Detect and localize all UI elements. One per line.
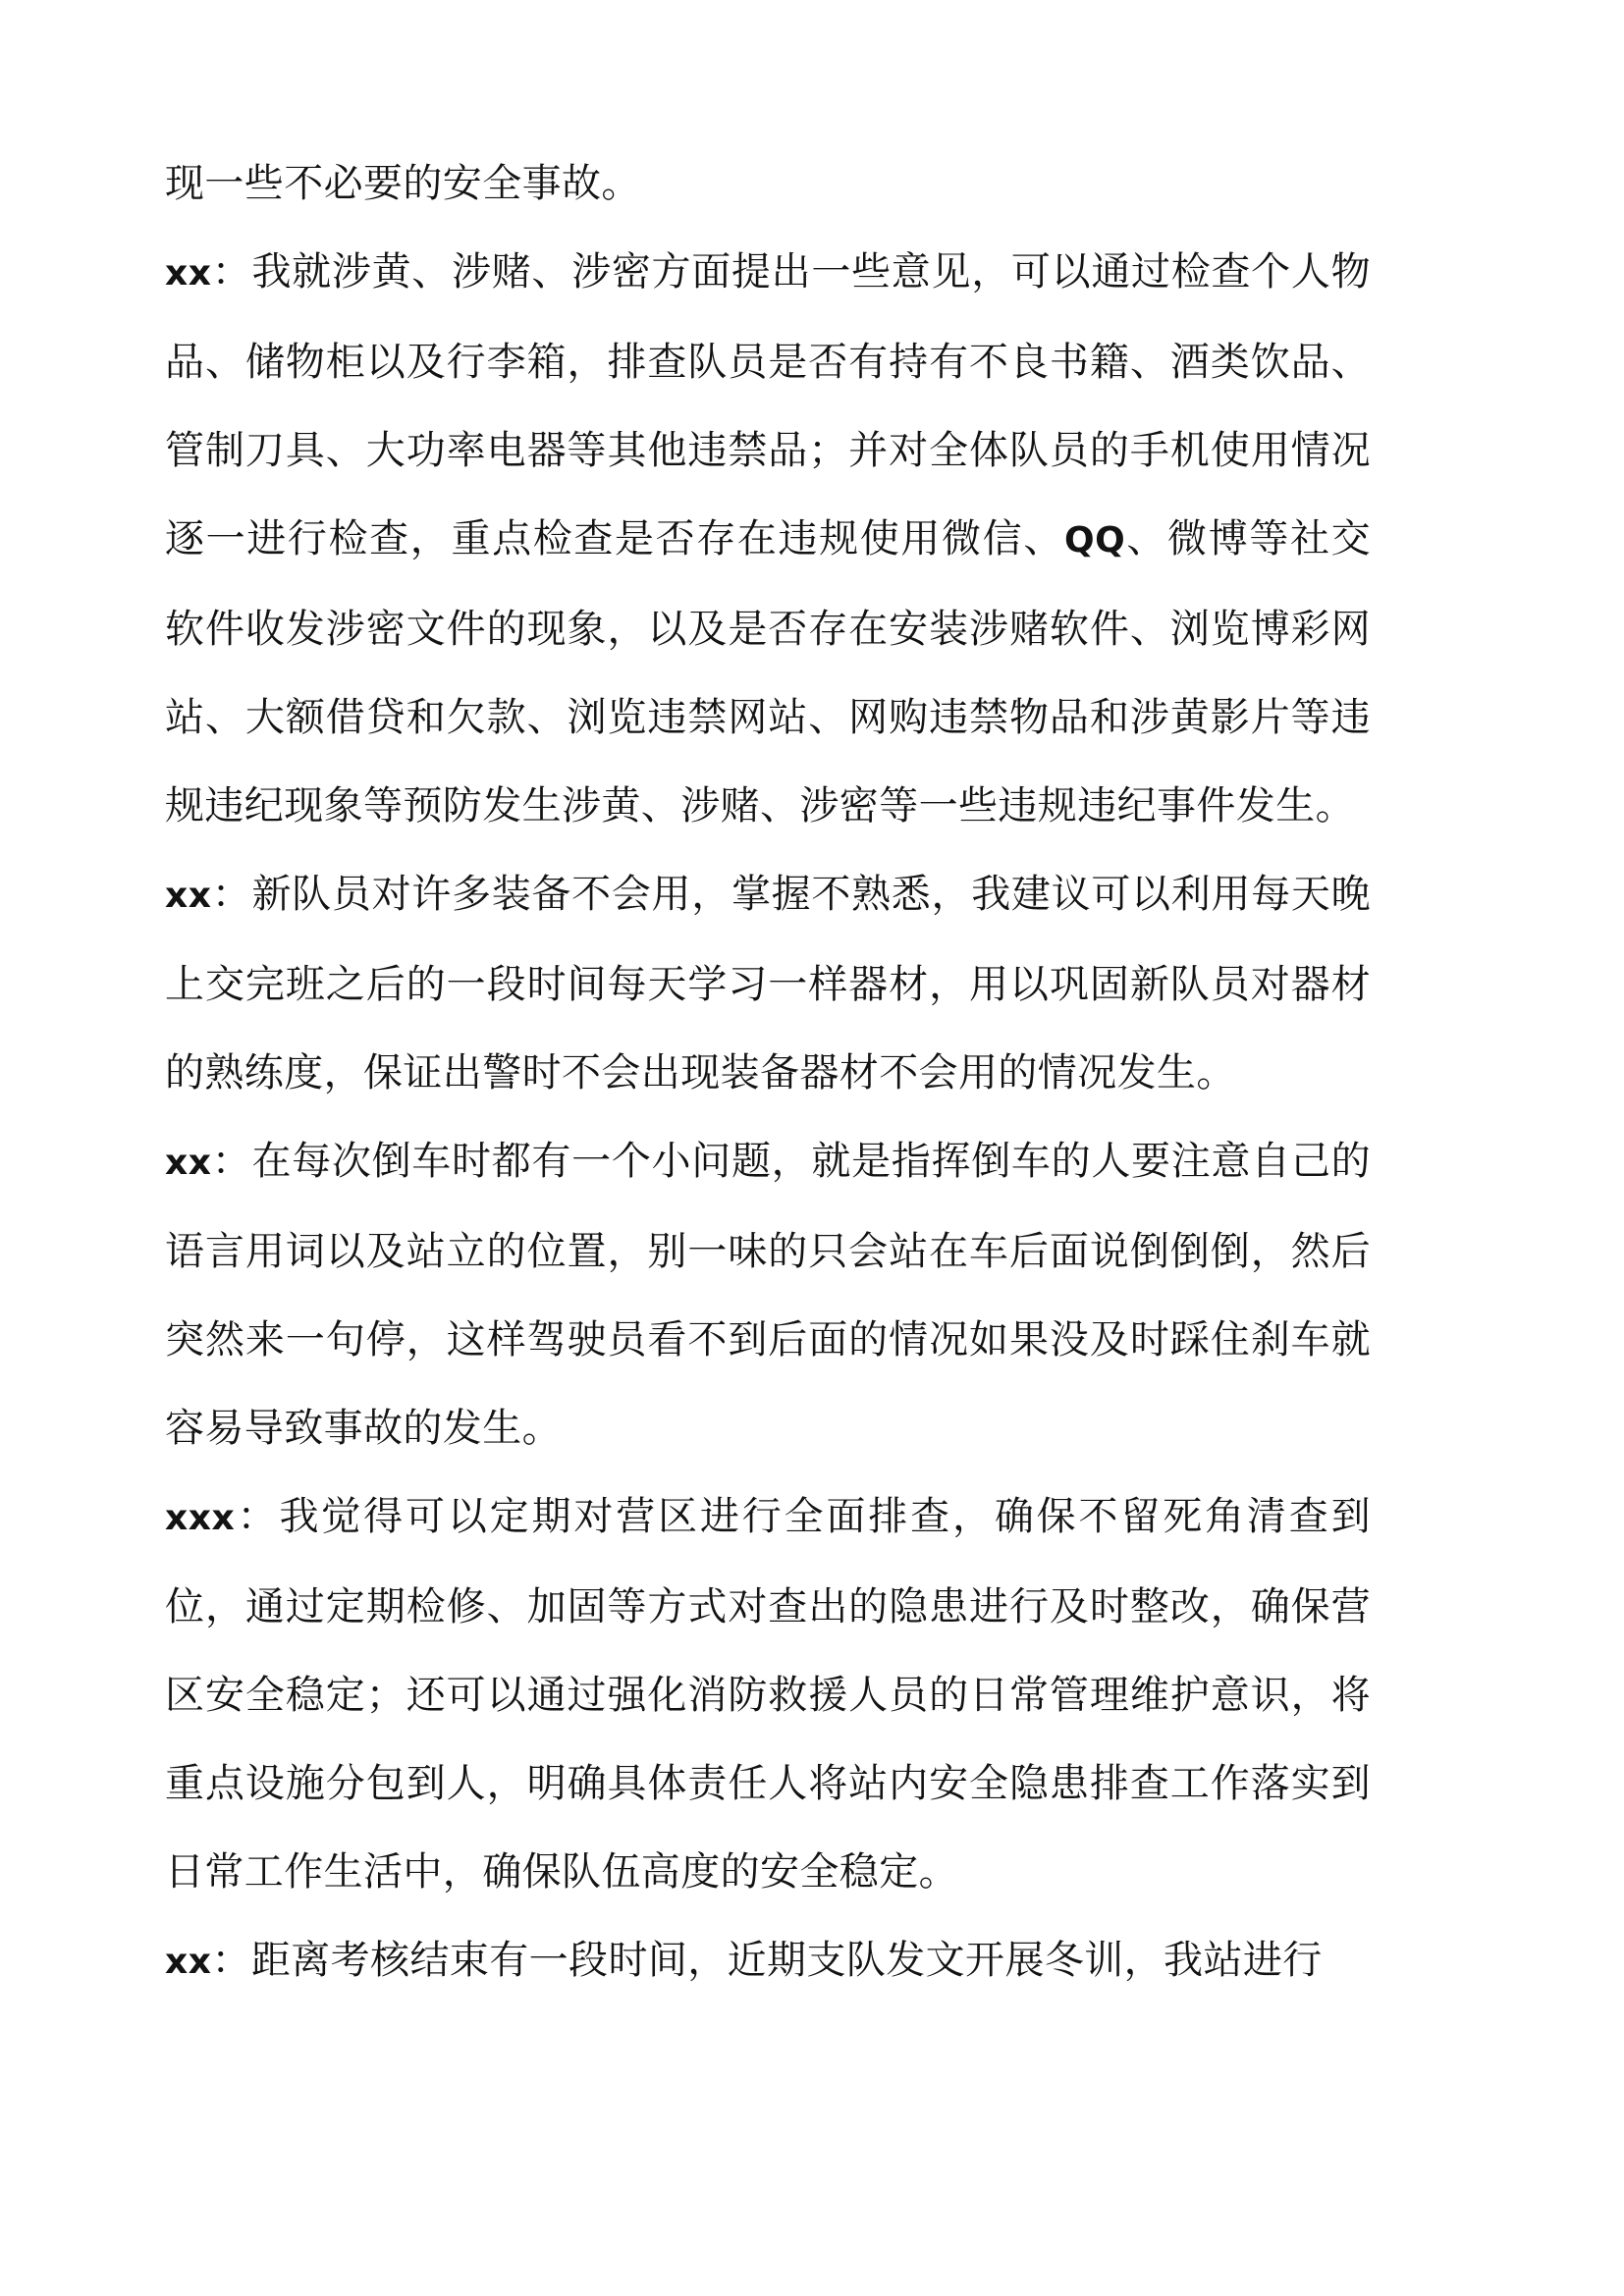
paragraph-2-inline-latin: QQ (1063, 520, 1126, 561)
paragraph-4 (165, 1117, 1371, 1472)
paragraph-2-text: ：我就涉黄、涉赌、涉密方面提出一些意见，可以通过检查个人物品、储物柜以及行李箱，排查队员是否有持有不良书籍、酒类饮品、管制刀具、大功率电器等其他违禁品；并对全体队员的手机使用情况逐一进行检查，重点检查是否存在违规使用微信、 (165, 249, 1371, 561)
paragraph-3-text: ：新队员对许多装备不会用，掌握不熟悉，我建议可以利用每天晚上交完班之后的一段时间每天学习一样器材，用以巩固新队员对器材的熟练度，保证出警时不会出现装备器材不会用的情况发生。 (165, 872, 1371, 1095)
paragraph-3 (165, 850, 1371, 1117)
paragraph-3-speaker: xx (165, 876, 212, 916)
paragraph-1-text: 现一些不必要的安全事故。 (165, 161, 641, 206)
paragraph-2-text-tail: 、微博等社交软件收发涉密文件的现象，以及是否存在安装涉赌软件、浏览博彩网站、大额借贷和欠款、浏览违禁网站、网购违禁物品和涉黄影片等违规违纪现象等预防发生涉黄、涉赌、涉密等一些违规违纪事件发生。 (165, 516, 1371, 828)
paragraph-2-speaker: xx (165, 253, 212, 294)
paragraph-5-text: ：我觉得可以定期对营区进行全面排查，确保不留死角清查到位，通过定期检修、加固等方式对查出的隐患进行及时整改，确保营区安全稳定；还可以通过强化消防救援人员的日常管理维护意识，将重点设施分包到人，明确具体责任人将站内安全隐患排查工作落实到日常工作生活中，确保队伍高度的安全稳定。 (165, 1494, 1371, 1895)
paragraph-6 (165, 1916, 1371, 2006)
paragraph-2 (165, 228, 1371, 850)
paragraph-4-text: ：在每次倒车时都有一个小问题，就是指挥倒车的人要注意自己的语言用词以及站立的位置，别一味的只会站在车后面说倒倒倒，然后突然来一句停，这样驾驶员看不到后面的情况如果没及时踩住刹车就容易导致事故的发生。 (165, 1139, 1371, 1451)
paragraph-6-speaker: xx (165, 1942, 212, 1982)
paragraph-5 (165, 1472, 1371, 1916)
paragraph-6-text: ：距离考核结束有一段时间，近期支队发文开展冬训，我站进行 (211, 1938, 1323, 1983)
paragraph-5-speaker: xxx (165, 1498, 236, 1538)
paragraph-1 (165, 139, 1371, 228)
document-text-column (165, 139, 1371, 2006)
paragraph-4-speaker: xx (165, 1143, 212, 1183)
